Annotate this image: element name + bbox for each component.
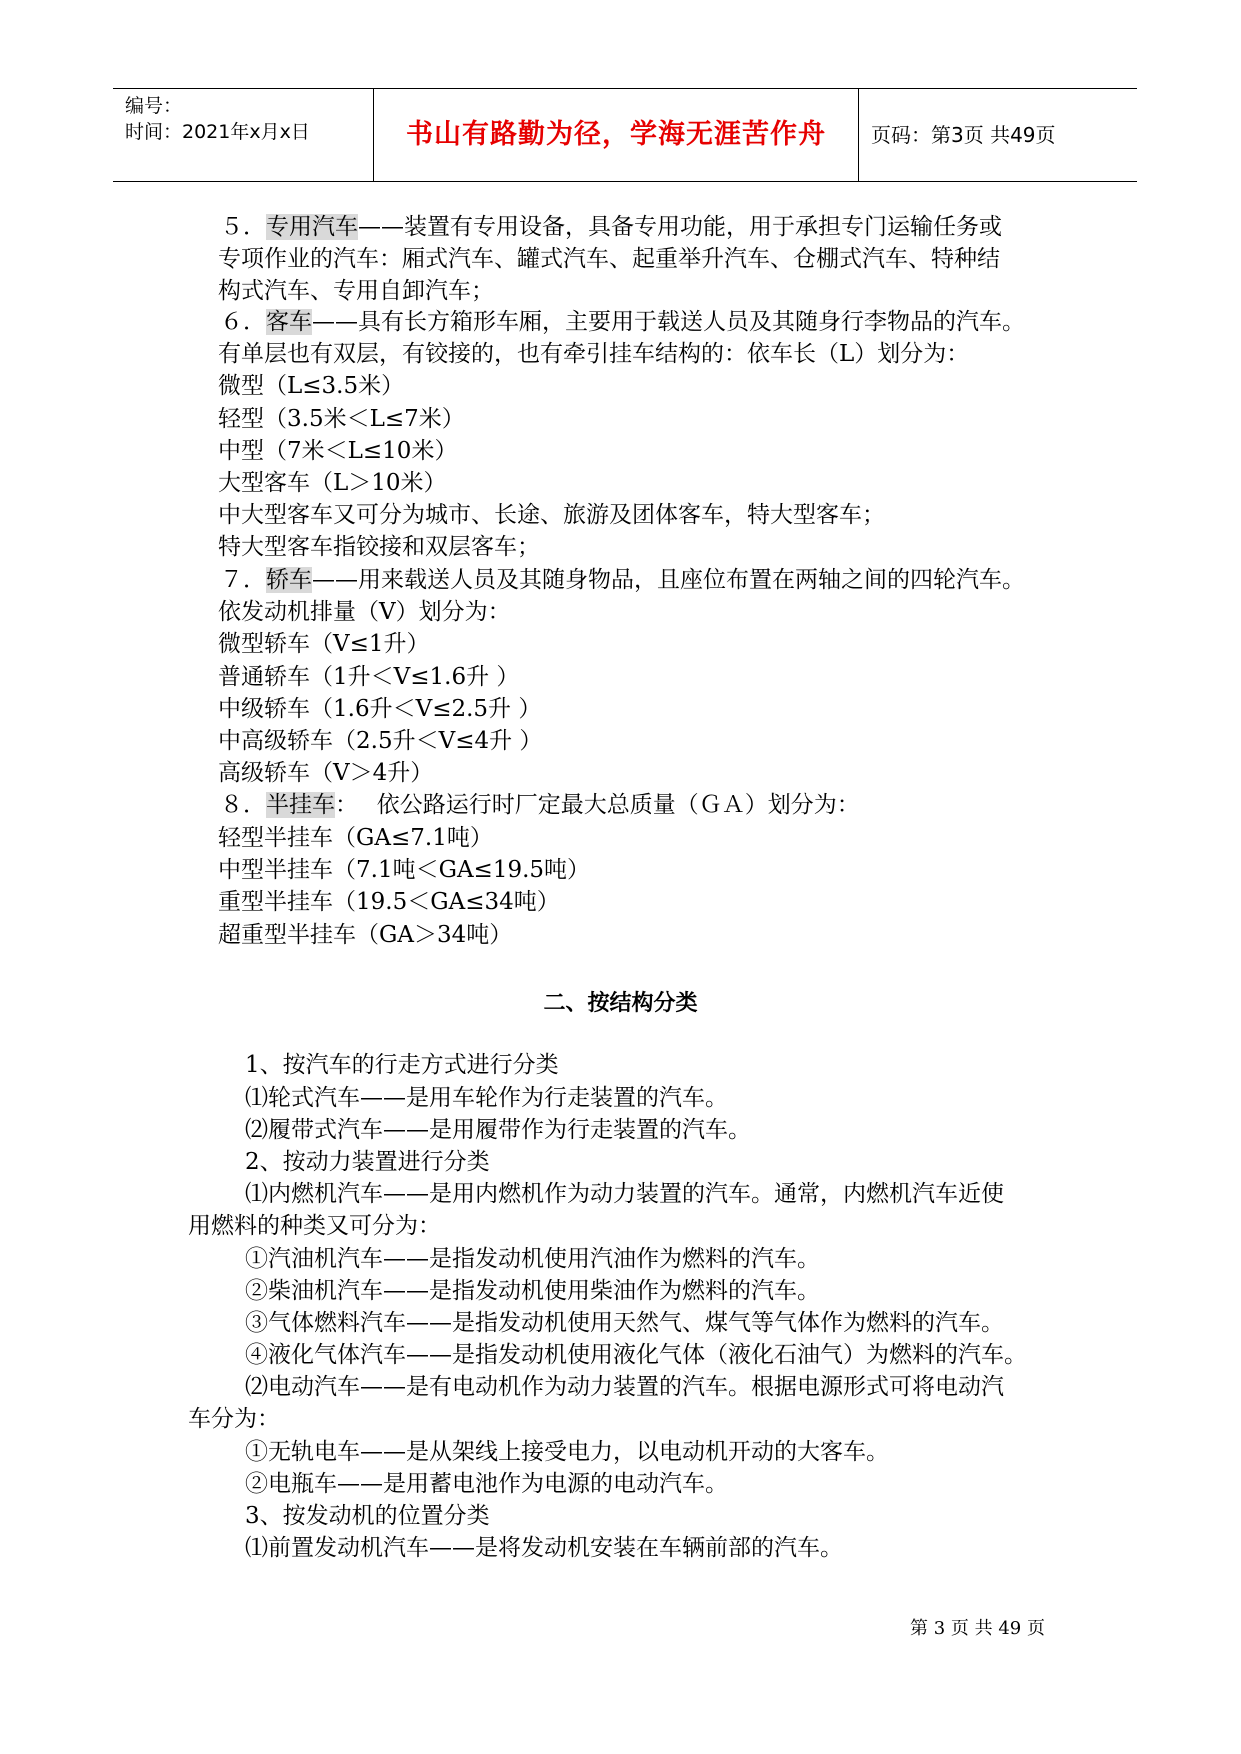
motto: 书山有路勤为径，学海无涯苦作舟 [406,119,826,150]
item-line: 中级轿车（1.6升＜V≤2.5升 ） [218,696,542,722]
item-line: 普通轿车（1升＜V≤1.6升 ） [218,664,520,690]
body-line: ①无轨电车——是从架线上接受电力，以电动机开动的大客车。 [245,1439,889,1465]
item-line: ６．客车——具有长方箱形车厢，主要用于载送人员及其随身行李物品的汽车。 [220,309,1025,335]
item-line: 微型（L≤3.5米） [218,373,405,399]
section-title: 二、按结构分类 [543,991,698,1016]
item-line: 依发动机排量（V）划分为： [218,599,511,625]
item-line: 中型（7米＜L≤10米） [218,438,458,464]
item-line: 特大型客车指铰接和双层客车； [218,534,540,560]
body-line: 2、按动力装置进行分类 [245,1149,490,1175]
item-line: 轻型（3.5米＜L≤7米） [218,406,465,432]
item-line: 轻型半挂车（GA≤7.1吨） [218,825,493,851]
highlighted-term: 半挂车 [266,792,335,818]
item-line: ８．半挂车： 依公路运行时厂定最大总质量（ＧＡ）划分为： [220,792,860,818]
body-line: ⑴前置发动机汽车——是将发动机安装在车辆前部的汽车。 [245,1535,843,1561]
item-line: 专项作业的汽车：厢式汽车、罐式汽车、起重举升汽车、仓棚式汽车、特种结 [218,246,1000,272]
body-line: ①汽油机汽车——是指发动机使用汽油作为燃料的汽车。 [245,1246,820,1272]
body-line: ⑵履带式汽车——是用履带作为行走装置的汽车。 [245,1117,751,1143]
item-line: 中大型客车又可分为城市、长途、旅游及团体客车，特大型客车； [218,502,885,528]
highlighted-term: 客车 [266,309,312,335]
document-number: 编号： [125,95,183,117]
body-line: ④液化气体汽车——是指发动机使用液化气体（液化石油气）为燃料的汽车。 [245,1342,1027,1368]
body-line: ②电瓶车——是用蓄电池作为电源的电动汽车。 [245,1471,728,1497]
body-line: 1、按汽车的行走方式进行分类 [245,1052,559,1078]
item-line: 中高级轿车（2.5升＜V≤4升 ） [218,728,543,754]
item-line: 超重型半挂车（GA＞34吨） [218,922,513,948]
highlighted-term: 轿车 [266,567,312,593]
item-line: ５．专用汽车——装置有专用设备，具备专用功能，用于承担专门运输任务或 [220,214,1002,240]
item-line: ７．轿车——用来载送人员及其随身物品，且座位布置在两轴之间的四轮汽车。 [220,567,1025,593]
page-footer: 第 3 页 共 49 页 [910,1618,1045,1639]
header-page-cell [859,89,1137,181]
body-line: ⑴内燃机汽车——是用内燃机作为动力装置的汽车。通常，内燃机汽车近使 [245,1181,1004,1207]
body-line: 3、按发动机的位置分类 [245,1503,490,1529]
page-info: 页码：第3页 共49页 [871,123,1056,147]
item-line: 有单层也有双层，有铰接的，也有牵引挂车结构的：依车长（L）划分为： [218,341,970,367]
item-line: 构式汽车、专用自卸汽车； [218,278,494,304]
item-line: 中型半挂车（7.1吨＜GA≤19.5吨） [218,857,591,883]
item-line: 微型轿车（V≤1升） [218,631,430,657]
item-line: 高级轿车（V＞4升） [218,760,434,786]
body-line: ②柴油机汽车——是指发动机使用柴油作为燃料的汽车。 [245,1278,820,1304]
body-line: ③气体燃料汽车——是指发动机使用天然气、煤气等气体作为燃料的汽车。 [245,1310,1004,1336]
body-line: ⑴轮式汽车——是用车轮作为行走装置的汽车。 [245,1085,728,1111]
document-date: 时间：2021年x月x日 [125,121,310,143]
body-line: ⑵电动汽车——是有电动机作为动力装置的汽车。根据电源形式可将电动汽 [245,1374,1004,1400]
item-line: 重型半挂车（19.5＜GA≤34吨） [218,889,560,915]
body-line: 车分为： [188,1406,280,1432]
header-motto-cell [373,89,859,181]
highlighted-term: 专用汽车 [266,214,358,240]
body-line: 用燃料的种类又可分为： [188,1213,441,1239]
item-line: 大型客车（L＞10米） [218,470,447,496]
header-info [113,89,373,181]
page-header [113,88,1137,182]
